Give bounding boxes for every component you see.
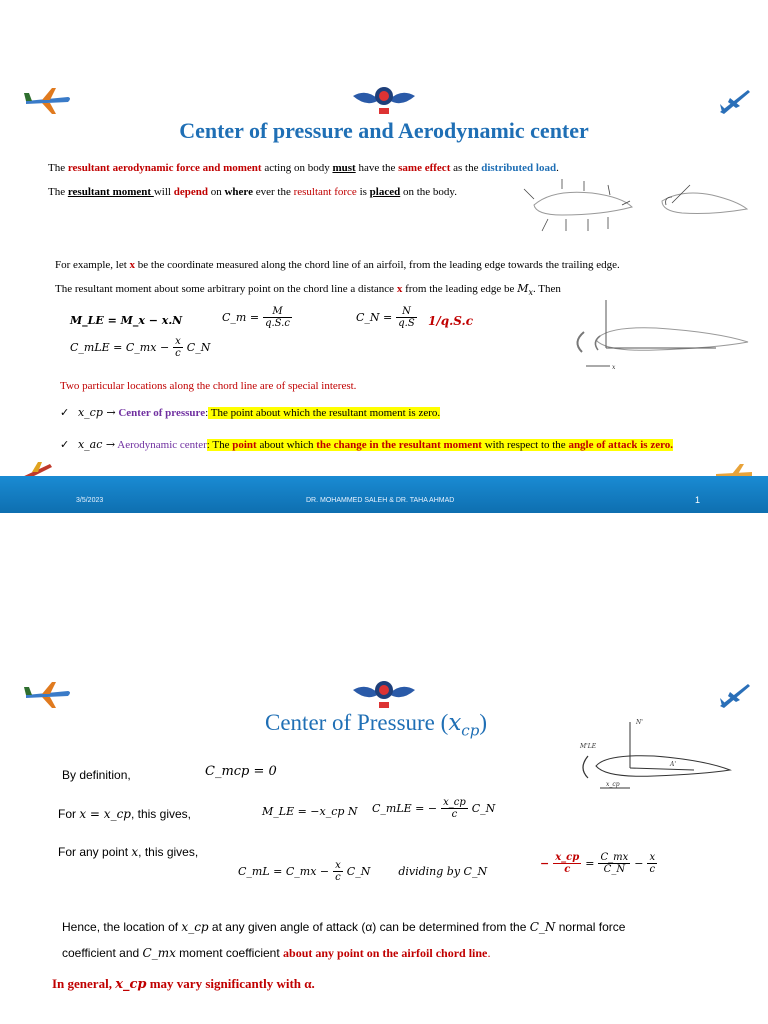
airplane-icon (22, 680, 74, 710)
text: The (48, 186, 68, 198)
text: as the (450, 162, 482, 174)
eq-cmle (70, 336, 210, 359)
text: may vary significantly with α. (146, 976, 315, 991)
denominator: q.S (398, 318, 415, 329)
math-symbol: x = x_cp (79, 807, 131, 821)
text-emphasis: resultant moment (67, 186, 154, 198)
logo-icon (349, 676, 419, 712)
eq-lhs: C_mLE = − (372, 802, 438, 816)
text-emphasis: resultant force (293, 186, 357, 198)
check-icon: ✓ (60, 439, 70, 451)
text: , this gives, (130, 807, 191, 821)
title-subscript: cp (461, 721, 480, 740)
text: . (556, 162, 559, 174)
text: : (205, 407, 209, 419)
definition-equation: C_mcp = 0 (205, 764, 277, 779)
fraction (333, 860, 343, 883)
eq-rhs: C_N (471, 802, 496, 816)
numerator: x_cp (555, 852, 580, 863)
text: : (206, 439, 210, 451)
dividing-note: dividing by C_N (398, 865, 488, 879)
svg-text:x: x (612, 364, 616, 371)
title-symbol: x (448, 710, 462, 736)
label-xcp: x_cp (606, 781, 620, 788)
text: be the coordinate measured along the chord line of an airfoil, from the leading edge towards the trailing edge. (135, 259, 620, 271)
numerator: x (335, 860, 341, 871)
eq-minus: − (540, 857, 550, 871)
denominator: C_N (603, 864, 626, 875)
fraction (441, 797, 468, 820)
airplane-icon (716, 680, 752, 710)
text: coefficient and (62, 946, 143, 960)
text: from the leading edge be (402, 283, 518, 295)
term: Aerodynamic center (117, 439, 207, 451)
text: In general, (52, 976, 116, 991)
text: For example, let (55, 259, 130, 271)
text-emphasis: where (224, 186, 253, 198)
eq-cml-any-point (238, 860, 487, 883)
text: is (356, 186, 370, 198)
eq-lhs: C_m = (222, 311, 260, 325)
eq-mle-xcp: M_LE = −x_cp N (262, 805, 358, 818)
highlighted-text: the change in the resultant moment (316, 439, 482, 451)
term: Center of pressure (118, 407, 206, 419)
text-emphasis: x (396, 283, 403, 295)
eq-minus: − (634, 857, 644, 871)
for-xcp-label (58, 807, 191, 821)
fraction (553, 852, 581, 875)
bullet-aerodynamic-center (60, 437, 730, 453)
math-symbol: x_cp (115, 977, 147, 992)
bullet-center-of-pressure (60, 406, 440, 419)
numerator: x_cp (443, 797, 466, 808)
text: acting on body (261, 162, 333, 174)
eq-equals: = (585, 857, 595, 871)
hence-line-2 (62, 946, 491, 961)
highlighted-text: The (209, 439, 233, 451)
title-text: ) (479, 710, 487, 735)
eq-cmle-xcp (372, 797, 495, 820)
definition-label: By definition, (62, 768, 131, 782)
text: . (487, 946, 491, 960)
text-emphasis: depend (173, 186, 208, 198)
text-emphasis: must (332, 162, 356, 174)
eq-lhs: C_N = (356, 311, 393, 325)
label-mle: M'LE (580, 743, 597, 750)
denominator: c (564, 864, 571, 875)
title-text: Center of Pressure ( (265, 710, 449, 735)
text: , this gives, (138, 845, 199, 859)
intro-line-1 (48, 162, 559, 174)
text-emphasis: x (129, 259, 136, 271)
label-a-prime: A' (670, 761, 676, 768)
denominator: c (335, 872, 341, 883)
logo-icon (349, 82, 419, 118)
math-symbol: x_cp (181, 920, 209, 934)
footer-date: 3/5/2023 (76, 497, 104, 504)
fraction (647, 852, 657, 875)
numerator: N (396, 306, 416, 318)
example-line-2 (55, 282, 561, 297)
eq-lhs: C_mL = C_mx − (238, 865, 330, 879)
fraction (396, 306, 416, 329)
math-symbol: x_ac → (77, 438, 116, 451)
slide-title: Center of pressure and Aerodynamic center (179, 118, 589, 143)
text: Hence, the location of (62, 920, 182, 934)
center-of-pressure-diagram (574, 716, 754, 800)
math-symbol: x (131, 845, 139, 859)
eq-rhs: C_N (346, 865, 371, 879)
highlighted-text: about which (256, 439, 317, 451)
text: normal force (555, 920, 626, 934)
math-symbol: M (517, 282, 529, 295)
numerator: C_mx (600, 852, 629, 863)
label-n-prime: N' (636, 719, 643, 726)
text: The (48, 162, 68, 174)
text: on (207, 186, 225, 198)
text-emphasis: same effect (398, 162, 451, 174)
fraction (173, 336, 183, 359)
highlighted-text: angle of attack (568, 439, 638, 451)
highlighted-text: with respect to the (481, 439, 569, 451)
text: For any point (58, 845, 132, 859)
text: moment coefficient (175, 946, 284, 960)
text-emphasis: placed (369, 186, 401, 198)
check-icon: ✓ (60, 407, 70, 419)
airplane-icon (716, 86, 752, 116)
airfoil-moment-diagram (566, 300, 756, 372)
eq-cm (222, 306, 292, 329)
airplane-icon (22, 86, 74, 116)
text: . Then (532, 283, 561, 295)
denominator: c (649, 864, 656, 875)
airfoil-diagram (522, 175, 752, 235)
numerator: x (649, 852, 656, 863)
math-symbol: C_mx (142, 946, 176, 960)
eq-cn (356, 306, 417, 329)
fraction (598, 852, 630, 875)
general-note (52, 976, 315, 992)
math-symbol: C_N (529, 920, 556, 934)
numerator: M (263, 306, 292, 318)
eq-lhs: C_mLE = C_mx − (70, 341, 170, 355)
denominator: c (175, 348, 181, 359)
eq-mle: M_LE = M_x − x.N (70, 314, 183, 327)
eq-divisor: 1/q.S.c (428, 314, 474, 328)
hence-line-1 (62, 920, 625, 934)
intro-line-2 (48, 186, 457, 198)
footer-page-number: 1 (695, 495, 701, 505)
math-symbol: x_cp → (77, 406, 116, 419)
any-point-label (58, 845, 198, 859)
text: The resultant moment about some arbitrary point on the chord line a distance (55, 283, 397, 295)
text-emphasis: distributed load (481, 162, 557, 174)
denominator: q.S.c (265, 318, 290, 329)
highlighted-text: is zero. (637, 439, 674, 451)
eq-rhs: C_N (186, 341, 211, 355)
text: For (58, 807, 80, 821)
text-emphasis: resultant aerodynamic force and moment (67, 162, 262, 174)
math-subscript: x (528, 288, 533, 298)
numerator: x (175, 336, 181, 347)
text: on the body. (400, 186, 457, 198)
slide-title (265, 710, 487, 740)
interest-line: Two particular locations along the chord line are of special interest. (60, 380, 357, 392)
text: ever the (252, 186, 294, 198)
footer-authors: DR. MOHAMMED SALEH & DR. TAHA AHMAD (306, 497, 455, 504)
text: have the (355, 162, 399, 174)
text: will (153, 186, 174, 198)
eq-xcp-result (540, 852, 657, 875)
slide-footer (0, 476, 768, 513)
example-line-1 (55, 259, 620, 271)
highlighted-text: point (232, 439, 257, 451)
text: at any given angle of attack (α) can be determined from the (208, 920, 530, 934)
fraction (263, 306, 292, 329)
text-emphasis: about any point on the airfoil chord line (283, 946, 488, 960)
highlighted-definition: The point about which the resultant moment is zero. (208, 407, 441, 419)
denominator: c (451, 809, 458, 820)
